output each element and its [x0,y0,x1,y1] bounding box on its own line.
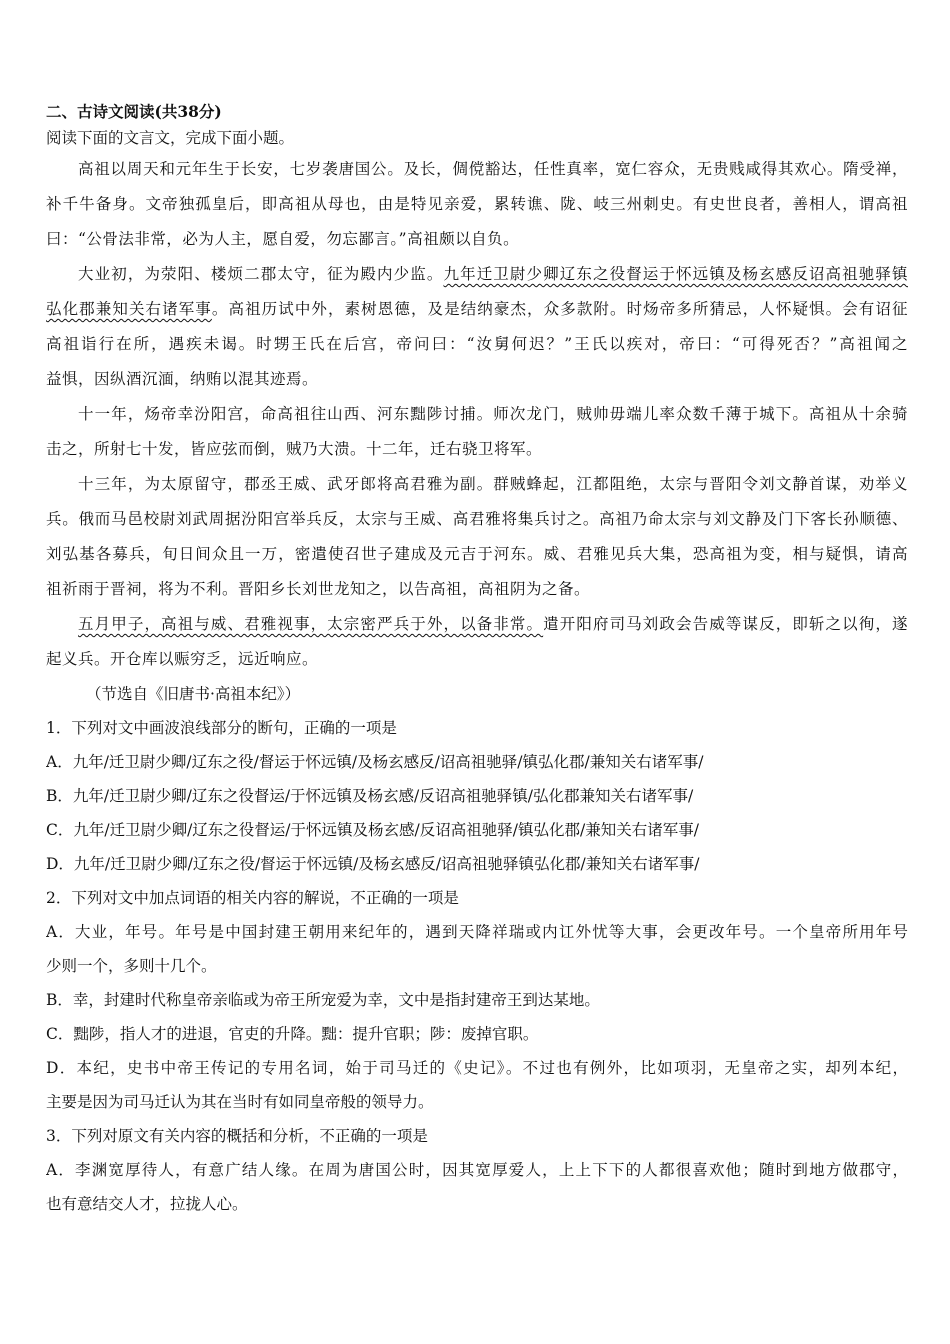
wavy-underlined-text: 弘化郡兼知关右诸军事 [46,300,212,318]
passage-p5-line2: 起义兵。开仓库以赈穷乏，远近响应。 [46,650,319,668]
question-3-option-a-line2: 也有意结交人才，拉拢人心。 [46,1195,248,1213]
passage-p2-line4: 益惧，因纵酒沉湎，纳贿以混其迹焉。 [46,370,319,388]
instruction: 阅读下面的文言文，完成下面小题。 [46,129,295,147]
question-2-option-d-line1: D．本纪，史书中帝王传记的专用名词，始于司马迁的《史记》。不过也有例外，比如项羽，无皇帝之实，却列本纪， [46,1059,908,1077]
passage-p2-text: 大业初，为荥阳、楼烦二郡太守，征为殿内少监。 [78,265,444,283]
section-title: 二、古诗文阅读(共38分) [46,102,222,121]
passage-p1-line1: 高祖以周天和元年生于长安，七岁袭唐国公。及长，倜傥豁达，任性真率，宽仁容众，无贵贱咸得其欢心。隋受禅， [78,160,908,178]
question-1-option-c: C．九年/迁卫尉少卿/辽东之役督运/于怀远镇及杨玄感/反诏高祖驰驿/镇弘化郡/兼知关右诸军事/ [46,821,699,839]
passage-p5-text: 遣开阳府司马刘政会告威等谋反，即斩之以徇，遂 [543,615,908,633]
passage-p1-line2: 补千牛备身。文帝独孤皇后，即高祖从母也，由是特见亲爱，累转谯、陇、岐三州刺史。有史世良者，善相人，谓高祖 [46,195,908,213]
passage-p2-text: 。高祖历试中外，素树恩德，及是结纳豪杰，众多款附。时炀帝多所猜忌，人怀疑惧。会有诏征 [211,300,908,318]
wavy-underlined-text: 九年迁卫尉少卿辽东之役督运于怀远镇及杨玄感反诏高祖驰驿镇 [443,265,908,283]
passage-p4-line2: 兵。俄而马邑校尉刘武周据汾阳宫举兵反，太宗与王威、高君雅将集兵讨之。高祖乃命太宗与刘文静及门下客长孙顺德、 [46,510,908,528]
question-2-option-a-line2: 少则一个，多则十几个。 [46,957,217,975]
passage-p1-line3: 曰：“公骨法非常，必为人主，愿自爱，勿忘鄙言。”高祖颇以自负。 [46,230,520,248]
passage-p4-line3: 刘弘基各募兵，旬日间众且一万，密遣使召世子建成及元吉于河东。威、君雅见兵大集，恐高祖为变，相与疑惧，请高 [46,545,908,563]
question-1-option-d: D．九年/迁卫尉少卿/辽东之役/督运于怀远镇/及杨玄感反/诏高祖驰驿镇弘化郡/兼知关右诸军事/ [46,855,700,873]
passage-p2-line3: 高祖诣行在所，遇疾未谒。时甥王氏在后宫，帝问曰：“汝舅何迟？”王氏以疾对，帝曰：“可得死否？”高祖闻之 [46,335,908,353]
question-3-stem: 3．下列对原文有关内容的概括和分析，不正确的一项是 [46,1127,428,1145]
question-2-option-c: C．黜陟，指人才的进退，官吏的升降。黜：提升官职；陟：废掉官职。 [46,1025,539,1043]
passage-p3-line2: 击之，所射七十发，皆应弦而倒，贼乃大溃。十二年，迁右骁卫将军。 [46,440,543,458]
passage-p4-line1: 十三年，为太原留守，郡丞王威、武牙郎将高君雅为副。群贼蜂起，江都阻绝，太宗与晋阳令刘文静首谋，劝举义 [78,475,908,493]
passage-source: （节选自《旧唐书·高祖本纪》） [86,685,301,703]
passage-p3-line1: 十一年，炀帝幸汾阳宫，命高祖往山西、河东黜陟讨捕。师次龙门，贼帅毋端儿率众数千薄于城下。高祖从十余骑 [78,405,908,423]
question-1-option-b: B．九年/迁卫尉少卿/辽东之役督运/于怀远镇及杨玄感/反诏高祖驰驿镇/弘化郡兼知关右诸军事/ [46,787,694,805]
question-1-stem: 1．下列对文中画波浪线部分的断句，正确的一项是 [46,719,397,737]
question-2-option-b: B．幸，封建时代称皇帝亲临或为帝王所宠爱为幸，文中是指封建帝王到达某地。 [46,991,600,1009]
passage-p4-line4: 祖祈雨于晋祠，将为不利。晋阳乡长刘世龙知之，以告高祖，高祖阴为之备。 [46,580,591,598]
passage-p2-line2 [46,292,908,327]
question-3-option-a-line1: A．李渊宽厚待人，有意广结人缘。在周为唐国公时，因其宽厚爱人，上上下下的人都很喜欢他；随时到地方做郡守， [46,1161,908,1179]
passage-p5-line1 [46,607,908,642]
passage-p2-line1 [46,257,908,292]
underlined-sentence: 五月甲子，高祖与威、君雅视事，太宗密严兵于外，以备非常。 [78,615,544,633]
question-1-option-a: A．九年/迁卫尉少卿/辽东之役/督运于怀远镇/及杨玄感反/诏高祖驰驿/镇弘化郡/兼知关右诸军事/ [46,753,704,771]
question-2-stem: 2．下列对文中加点词语的相关内容的解说，不正确的一项是 [46,889,459,907]
question-2-option-a-line1: A．大业，年号。年号是中国封建王朝用来纪年的，遇到天降祥瑞或内讧外忧等大事，会更改年号。一个皇帝所用年号 [46,923,908,941]
question-2-option-d-line2: 主要是因为司马迁认为其在当时有如同皇帝般的领导力。 [46,1093,434,1111]
document-page [46,100,908,1221]
